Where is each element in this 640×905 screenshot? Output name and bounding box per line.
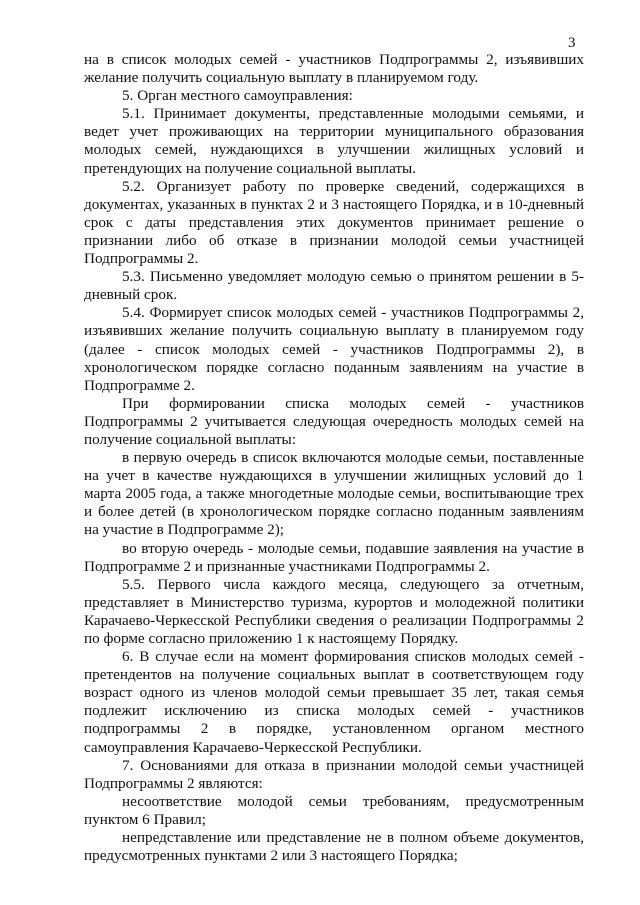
paragraph-5-1: 5.1. Принимает документы, представленные молодыми семьями, и ведет учет проживающих на территории муниципального образования молодых семей, нуждающихся в улучшении жилищных условий и претендующих на получение социальной выплаты. bbox=[84, 105, 584, 177]
paragraph-continuation: на в список молодых семей - участников Подпрограммы 2, изъявивших желание получить социальную выплату в планируемом году. bbox=[84, 51, 584, 87]
paragraph-section-6: 6. В случае если на момент формирования списков молодых семей - претендентов на получение социальных выплат в соответствующем году возраст одного из членов молодой семьи превышает 35 лет, такая семья подлежит исключению из списка молодых семей - участников подпрограммы 2 в порядке, установленном органом местного самоуправления Карачаево-Черкесской Республики. bbox=[84, 648, 584, 756]
paragraph-section-7: 7. Основаниями для отказа в признании молодой семьи участницей Подпрограммы 2 являются: bbox=[84, 756, 584, 792]
paragraph-list-formation: При формировании списка молодых семей - участников Подпрограммы 2 учитывается следующая очередность молодых семей на получение социальной выплаты: bbox=[84, 394, 584, 448]
paragraph-second-priority: во вторую очередь - молодые семьи, подавшие заявления на участие в Подпрограмме 2 и признанные участниками Подпрограммы 2. bbox=[84, 539, 584, 575]
paragraph-refusal-reason-1: несоответствие молодой семьи требованиям, предусмотренным пунктом 6 Правил; bbox=[84, 792, 584, 828]
paragraph-5-3: 5.3. Письменно уведомляет молодую семью о принятом решении в 5-дневный срок. bbox=[84, 268, 584, 304]
paragraph-5-2: 5.2. Организует работу по проверке сведений, содержащихся в документах, указанных в пунктах 2 и 3 настоящего Порядка, и в 10-дневный срок с даты представления этих документов принимает решение о признании либо об отказе в признании молодой семьи участницей Подпрограммы 2. bbox=[84, 177, 584, 268]
paragraph-refusal-reason-2: непредставление или представление не в полном объеме документов, предусмотренных пунктами 2 или 3 настоящего Порядка; bbox=[84, 829, 584, 865]
paragraph-5-5: 5.5. Первого числа каждого месяца, следующего за отчетным, представляет в Министерство туризма, курортов и молодежной политики Карачаево-Черкесской Республики сведения о реализации Подпрограммы 2 по форме согласно приложению 1 к настоящему Порядку. bbox=[84, 575, 584, 647]
paragraph-5-4: 5.4. Формирует список молодых семей - участников Подпрограммы 2, изъявивших желание получить социальную выплату в планируемом году (далее - список молодых семей - участников Подпрограммы 2), в хронологическом порядке согласно поданным заявлениям на участие в Подпрограмме 2. bbox=[84, 304, 584, 394]
paragraph-first-priority: в первую очередь в список включаются молодые семьи, поставленные на учет в качестве нуждающихся в улучшении жилищных условий до 1 марта 2005 года, а также многодетные молодые семьи, воспитывающие трех и более детей (в хронологическом порядке согласно поданным заявлениям на участие в Подпрограмме 2); bbox=[84, 449, 584, 539]
page-number: 3 bbox=[568, 35, 576, 51]
paragraph-section-5: 5. Орган местного самоуправления: bbox=[122, 87, 353, 105]
document-body bbox=[84, 51, 584, 865]
